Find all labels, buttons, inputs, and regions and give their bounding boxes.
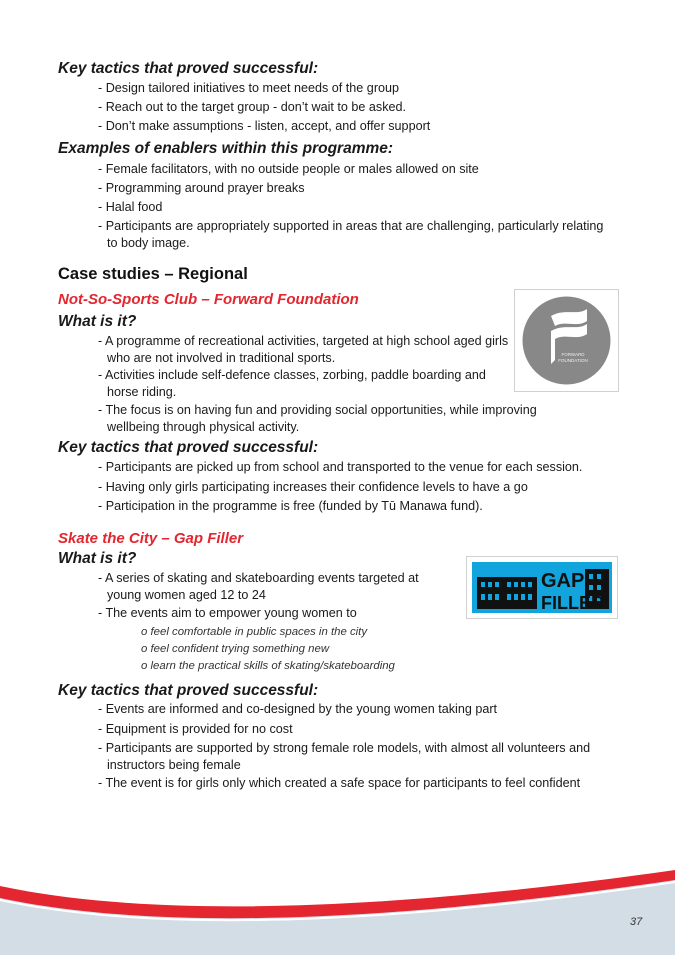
footer-wave bbox=[0, 860, 675, 955]
what-is-it-heading-1: What is it? bbox=[58, 313, 137, 330]
sub-item: o feel confident trying something new bbox=[141, 643, 330, 655]
gap-filler-logo bbox=[466, 556, 618, 619]
gap-filler-emblem bbox=[467, 557, 617, 618]
what-item: - The focus is on having fun and providing social opportunities, while improving wellbeing through physical activity. bbox=[98, 403, 537, 434]
tactic-item: - The event is for girls only which created a safe space for participants to feel confident bbox=[98, 776, 581, 790]
what-item: - The events aim to empower young women to bbox=[98, 606, 357, 620]
case-studies-heading: Case studies – Regional bbox=[58, 265, 248, 283]
page-number: 37 bbox=[630, 916, 643, 928]
enablers-heading: Examples of enablers within this programme: bbox=[58, 140, 394, 157]
what-item: - A programme of recreational activities, targeted at high school aged girls who are not involved in traditional sports. bbox=[98, 334, 509, 365]
tactic-item: - Design tailored initiatives to meet needs of the group bbox=[98, 81, 400, 95]
skate-city-title: Skate the City – Gap Filler bbox=[58, 530, 244, 547]
sub-item: o feel comfortable in public spaces in the city bbox=[141, 626, 368, 638]
sub-item: o learn the practical skills of skating/skateboarding bbox=[141, 660, 395, 672]
tactic-item: - Having only girls participating increases their confidence levels to have a go bbox=[98, 480, 528, 494]
what-is-it-heading-2: What is it? bbox=[58, 550, 137, 567]
tactic-item: - Participation in the programme is free (funded by Tū Manawa fund). bbox=[98, 499, 483, 513]
enabler-item: - Female facilitators, with no outside people or males allowed on site bbox=[98, 162, 479, 176]
tactics-heading-3: Key tactics that proved successful: bbox=[58, 682, 319, 699]
tactic-item: - Events are informed and co-designed by the young women taking part bbox=[98, 702, 498, 716]
enabler-item: - Participants are appropriately supported in areas that are challenging, particularly relating to body image. bbox=[98, 219, 604, 250]
tactic-item: - Reach out to the target group - don’t wait to be asked. bbox=[98, 100, 407, 114]
logo-text-foundation: FOUNDATION bbox=[558, 358, 588, 363]
forward-foundation-logo bbox=[514, 289, 619, 392]
logo-text-gap: GAP bbox=[541, 570, 585, 592]
forward-foundation-emblem bbox=[515, 290, 618, 391]
tactic-item: - Equipment is provided for no cost bbox=[98, 722, 293, 736]
tactics-heading-1: Key tactics that proved successful: bbox=[58, 60, 319, 77]
tactic-item: - Participants are picked up from school and transported to the venue for each session. bbox=[98, 460, 583, 474]
enabler-item: - Halal food bbox=[98, 200, 163, 214]
what-item: - Activities include self-defence classes, zorbing, paddle boarding and horse riding. bbox=[98, 368, 486, 399]
logo-text-forward: FORWARD bbox=[561, 352, 585, 357]
tactic-item: - Don’t make assumptions - listen, accept, and offer support bbox=[98, 119, 431, 133]
tactic-item: - Participants are supported by strong female role models, with almost all volunteers and instructors being female bbox=[98, 741, 591, 772]
enabler-item: - Programming around prayer breaks bbox=[98, 181, 305, 195]
what-item: - A series of skating and skateboarding events targeted at young women aged 12 to 24 bbox=[98, 571, 419, 602]
not-so-sports-title: Not-So-Sports Club – Forward Foundation bbox=[58, 291, 359, 308]
tactics-heading-2: Key tactics that proved successful: bbox=[58, 439, 319, 456]
logo-text-filler: FILLER bbox=[541, 593, 604, 613]
